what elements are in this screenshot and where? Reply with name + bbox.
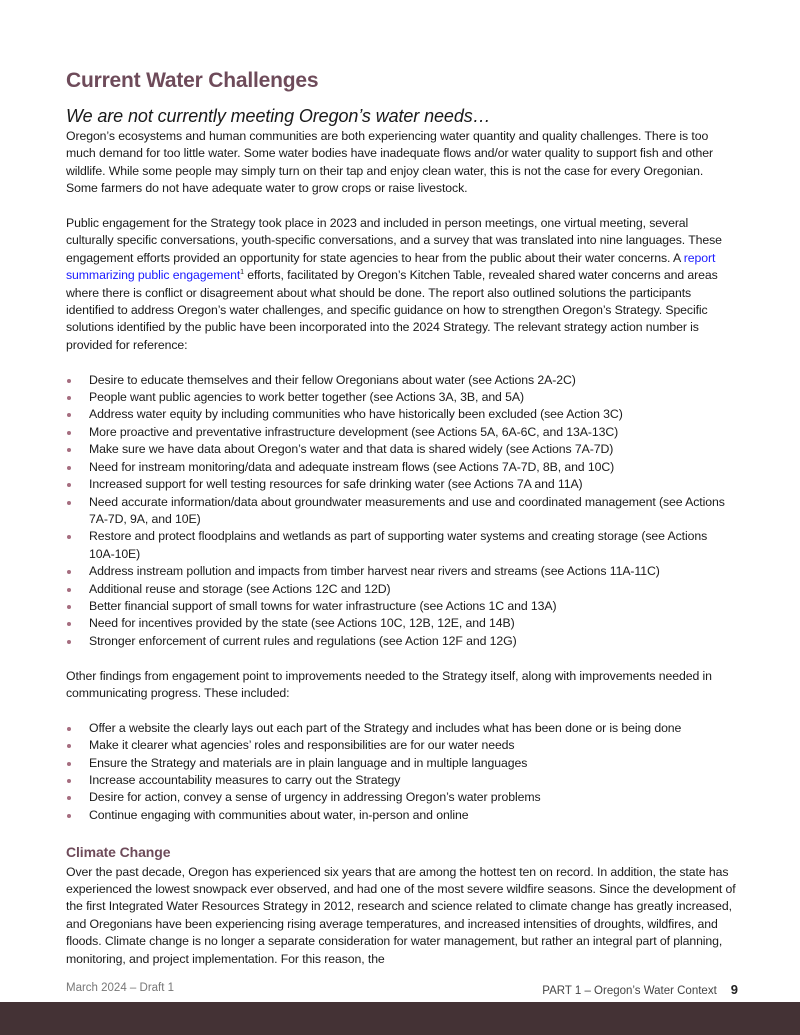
page-content (66, 66, 736, 985)
list-item: Make it clearer what agencies’ roles and responsibilities are for our water needs (66, 737, 736, 754)
list-item: Continue engaging with communities about water, in-person and online (66, 807, 736, 824)
list-item: Stronger enforcement of current rules and regulations (see Action 12F and 12G) (66, 633, 736, 650)
list-item: Ensure the Strategy and materials are in plain language and in multiple languages (66, 755, 736, 772)
list-item: People want public agencies to work better together (see Actions 3A, 3B, and 5A) (66, 389, 736, 406)
findings-list (66, 720, 736, 824)
list-item: More proactive and preventative infrastructure development (see Actions 5A, 6A-6C, and 13A-13C) (66, 424, 736, 441)
solutions-list (66, 372, 736, 651)
list-item: Increased support for well testing resources for safe drinking water (see Actions 7A and 11A) (66, 476, 736, 493)
footnote-ref[interactable]: 1 (240, 269, 244, 277)
list-item: Desire to educate themselves and their fellow Oregonians about water (see Actions 2A-2C) (66, 372, 736, 389)
footer-date: March 2024 – Draft 1 (66, 982, 175, 994)
list-item: Need for instream monitoring/data and adequate instream flows (see Actions 7A-7D, 8B, and 10C) (66, 459, 736, 476)
page-number: 9 (730, 982, 738, 997)
list-item: Need for incentives provided by the state (see Actions 10C, 12B, 12E, and 14B) (66, 615, 736, 632)
list-item: Increase accountability measures to carry out the Strategy (66, 772, 736, 789)
list-item: Additional reuse and storage (see Actions 12C and 12D) (66, 581, 736, 598)
list-item: Restore and protect floodplains and wetlands as part of supporting water systems and creating storage (see Actions 10A-10E) (66, 528, 736, 563)
page-footer (66, 982, 738, 997)
footer-section: PART 1 – Oregon’s Water Context (542, 985, 717, 997)
intro-paragraph: Oregon’s ecosystems and human communities are both experiencing water quantity and quality challenges. There is too much demand for too little water. Some water bodies have inadequate flows and/or water quality to support fish and other wildlife. While some people may simply turn on their tap and enjoy clean water, this is not the case for every Oregonian. Some farmers do not have adequate water to grow crops or raise livestock. (66, 129, 713, 196)
list-item: Offer a website the clearly lays out each part of the Strategy and includes what has been done or is being done (66, 720, 736, 737)
section-title: Current Water Challenges (66, 69, 319, 92)
climate-paragraph: Over the past decade, Oregon has experienced six years that are among the hottest ten on record. In addition, the state has experienced the lowest snowpack ever observed, and had one of the most severe wildfire seasons. Since the development of the first Integrated Water Resources Strategy in 2012, research and science related to climate change has greatly increased, and Oregonians have been experiencing rising average temperatures, and increased intensities of droughts, wildfires, and floods. Climate change is no longer a separate consideration for water management, but rather an integral part of planning, monitoring, and project implementation. For this reason, the (66, 864, 736, 966)
list-item: Need accurate information/data about groundwater measurements and use and coordinated management (see Actions 7A-7D, 9A, and 10E) (66, 494, 736, 529)
climate-change-heading: Climate Change (66, 843, 171, 860)
list-item: Address instream pollution and impacts from timber harvest near rivers and streams (see Actions 11A-11C) (66, 563, 736, 580)
footer-bar (0, 1002, 800, 1035)
list-item: Make sure we have data about Oregon’s water and that data is shared widely (see Actions 7A-7D) (66, 441, 736, 458)
list-item: Better financial support of small towns for water infrastructure (see Actions 1C and 13A) (66, 598, 736, 615)
findings-paragraph: Other findings from engagement point to improvements needed to the Strategy itself, along with improvements needed in communicating progress. These included: (66, 668, 712, 700)
list-item: Desire for action, convey a sense of urgency in addressing Oregon’s water problems (66, 789, 736, 806)
section-subtitle: We are not currently meeting Oregon’s water needs… (66, 106, 491, 126)
list-item: Address water equity by including communities who have historically been excluded (see Action 3C) (66, 406, 736, 423)
report-link[interactable]: report summarizing public engagement (66, 250, 716, 283)
engagement-paragraph: Public engagement for the Strategy took place in 2023 and included in person meetings, one virtual meeting, several culturally specific conversations, youth-specific conversations, and a survey that was translated into nine languages. These engagement efforts provided an opportunity for state agencies to hear from the public about their water concerns. A report summarizing public engagement$^1$ efforts, facilitated by Oregon’s Kitchen Table, revealed shared water concerns and areas where there is conflict or disagreement about what should be done. The report also outlined solutions the participants identified to address Oregon’s water challenges, and specific guidance on how to strengthen Oregon’s Strategy. Specific solutions identified by the public have been incorporated into the 2024 Strategy. The relevant strategy action number is provided for reference: (66, 216, 722, 352)
